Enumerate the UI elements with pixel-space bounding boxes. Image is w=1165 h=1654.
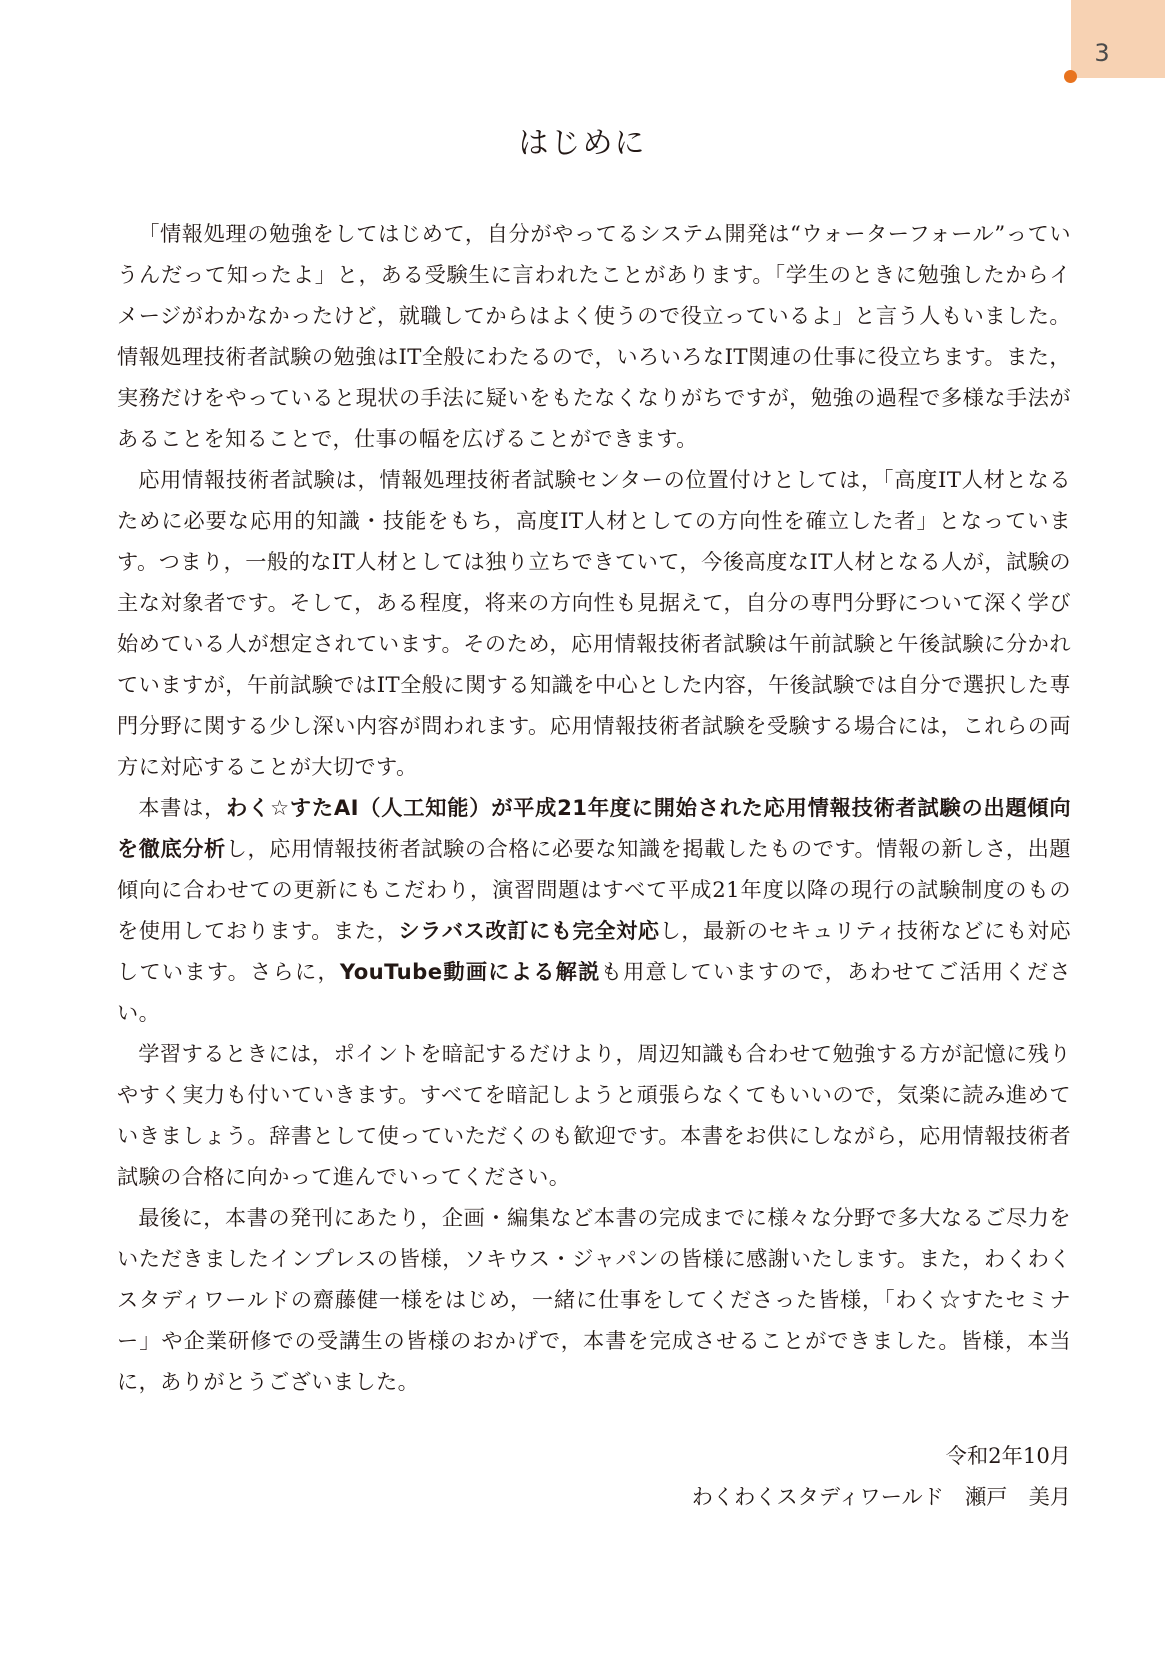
paragraph <box>117 787 1071 1033</box>
paragraph-text: も用意していますので，あわせてご活用ください。 <box>117 959 1071 1025</box>
page-number: 3 <box>1094 39 1110 67</box>
paragraph-text: 本書は， <box>138 795 227 820</box>
paragraph-text: し，最新のセキュリティ技術などにも対応しています。さらに， <box>117 918 1071 984</box>
closing-author: わくわくスタディワールド 瀬戸 美月 <box>691 1484 1071 1509</box>
emphasized-text: わく☆すたAI（人工知能）が平成21年度に開始された応用情報技術者試験の出題傾向を徹底分析 <box>117 795 1072 861</box>
preface-body <box>117 213 1071 1402</box>
paragraph-text: 学習するときには，ポイントを暗記するだけより，周辺知識も合わせて勉強する方が記憶に残りやすく実力も付いていきます。すべてを暗記しようと頑張らなくてもいいので，気楽に読み進めていきましょう。辞書として使っていただくのも歓迎です。本書をお供にしながら，応用情報技術者試験の合格に向かって進んでいってください。 <box>117 1041 1071 1189</box>
closing-date: 令和2年10月 <box>945 1443 1071 1468</box>
paragraph-text: 「情報処理の勉強をしてはじめて，自分がやってるシステム開発は“ウォーターフォール”っていうんだって知ったよ」と，ある受験生に言われたことがあります。「学生のときに勉強したからイメージがわかなかったけど，就職してからはよく使うので役立っているよ」と言う人もいました。情報処理技術者試験の勉強はIT全般にわたるので，いろいろなIT関連の仕事に役立ちます。また，実務だけをやっていると現状の手法に疑いをもたなくなりがちですが，勉強の過程で多様な手法があることを知ることで，仕事の幅を広げることができます。 <box>117 221 1071 451</box>
paragraph <box>117 1197 1071 1402</box>
closing-signature <box>560 1435 1071 1517</box>
paragraph <box>117 1033 1071 1197</box>
paragraph-text: し，応用情報技術者試験の合格に必要な知識を掲載したものです。情報の新しさ，出題傾向に合わせての更新にもこだわり，演習問題はすべて平成21年度以降の現行の試験制度のものを使用しております。また， <box>117 836 1071 943</box>
paragraph <box>117 459 1071 787</box>
paragraph <box>117 213 1071 459</box>
page-title: はじめに <box>518 126 647 161</box>
emphasized-text: シラバス改訂にも完全対応 <box>398 918 660 943</box>
emphasized-text: YouTube動画による解説 <box>339 959 601 984</box>
paragraph-text: 最後に，本書の発刊にあたり，企画・編集など本書の完成までに様々な分野で多大なるご尽力をいただきましたインプレスの皆様，ソキウス・ジャパンの皆様に感謝いたします。また，わくわくスタディワールドの齋藤健一様をはじめ，一緒に仕事をしてくださった皆様，「わく☆すたセミナー」や企業研修での受講生の皆様のおかげで，本書を完成させることができました。皆様，本当に，ありがとうございました。 <box>117 1205 1071 1394</box>
page-marker-dot <box>1064 70 1077 83</box>
paragraph-text: 応用情報技術者試験は，情報処理技術者試験センターの位置付けとしては，「高度IT人材となるために必要な応用的知識・技能をもち，高度IT人材としての方向性を確立した者」となっています。つまり，一般的なIT人材としては独り立ちできていて，今後高度なIT人材となる人が，試験の主な対象者です。そして，ある程度，将来の方向性も見据えて，自分の専門分野について深く学び始めている人が想定されています。そのため，応用情報技術者試験は午前試験と午後試験に分かれていますが，午前試験ではIT全般に関する知識を中心とした内容，午後試験では自分で選択した専門分野に関する少し深い内容が問われます。応用情報技術者試験を受験する場合には，これらの両方に対応することが大切です。 <box>117 467 1071 779</box>
